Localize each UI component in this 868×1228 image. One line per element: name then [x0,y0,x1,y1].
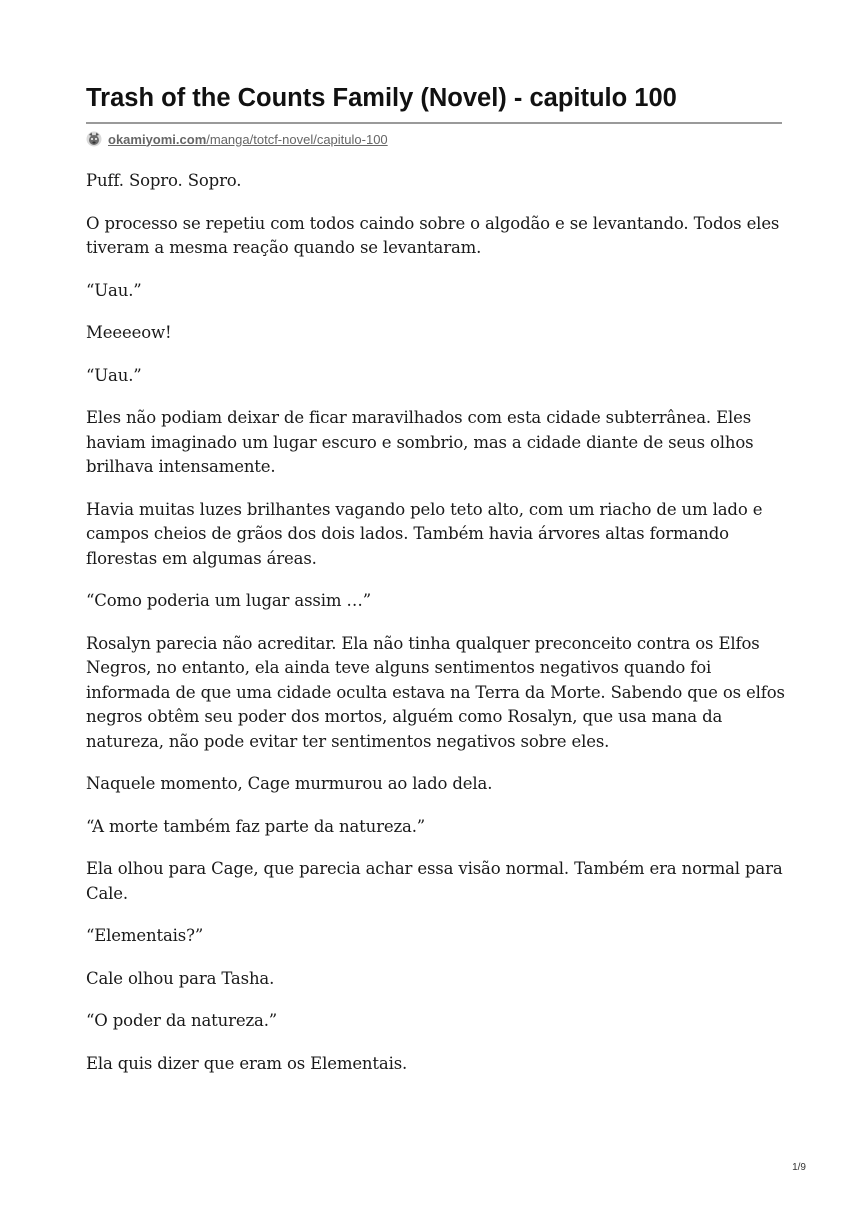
paragraph: O processo se repetiu com todos caindo sobre o algodão e se levantando. Todos eles tiveram a mesma reação quando se levantaram. [86,213,780,257]
paragraph: “Como poderia um lugar assim …” [86,591,372,610]
page-number: 1/9 [792,1162,806,1173]
paragraph: “Elementais?” [86,926,204,945]
paragraph: Rosalyn parecia não acreditar. Ela não tinha qualquer preconceito contra os Elfos Negros, no entanto, ela ainda teve alguns sentimentos negativos quando foi informada de que uma cidade oculta estava na Terra da Morte. Sabendo que os elfos negros obtêm seu poder dos mortos, alguém como Rosalyn, que usa mana da natureza, não pode evitar ter sentimentos negativos sobre eles. [86,633,785,751]
page-title: Trash of the Counts Family (Novel) - capitulo 100 [86,84,677,112]
title-divider [86,122,782,124]
source-path: /manga/totcf-novel/capitulo-100 [206,131,388,147]
paragraph: Meeeeow! [86,323,172,342]
paragraph: “Uau.” [86,365,142,385]
source-line [86,131,786,147]
source-domain: okamiyomi.com [108,131,207,147]
paragraph: Cale olhou para Tasha. [86,968,275,988]
source-link[interactable] [108,132,388,147]
paragraph: Naquele momento, Cage murmurou ao lado dela. [86,774,493,793]
article-body [86,169,786,1076]
paragraph: Puff. Sopro. Sopro. [86,171,242,190]
paragraph: Ela olhou para Cage, que parecia achar essa visão normal. Também era normal para Cale. [86,859,783,903]
paragraph: Eles não podiam deixar de ficar maravilhados com esta cidade subterrânea. Eles haviam imaginado um lugar escuro e sombrio, mas a cidade diante de seus olhos brilhava intensamente. [86,408,754,476]
paragraph: Havia muitas luzes brilhantes vagando pelo teto alto, com um riacho de um lado e campos cheios de grãos dos dois lados. Também havia árvores altas formando florestas em algumas áreas. [86,499,763,568]
paragraph: “O poder da natureza.” [86,1011,278,1030]
wolf-logo-icon [86,131,102,147]
paragraph: Ela quis dizer que eram os Elementais. [86,1053,408,1073]
paragraph: “A morte também faz parte da natureza.” [86,816,426,836]
document-page [86,80,786,1094]
paragraph: “Uau.” [86,280,142,300]
